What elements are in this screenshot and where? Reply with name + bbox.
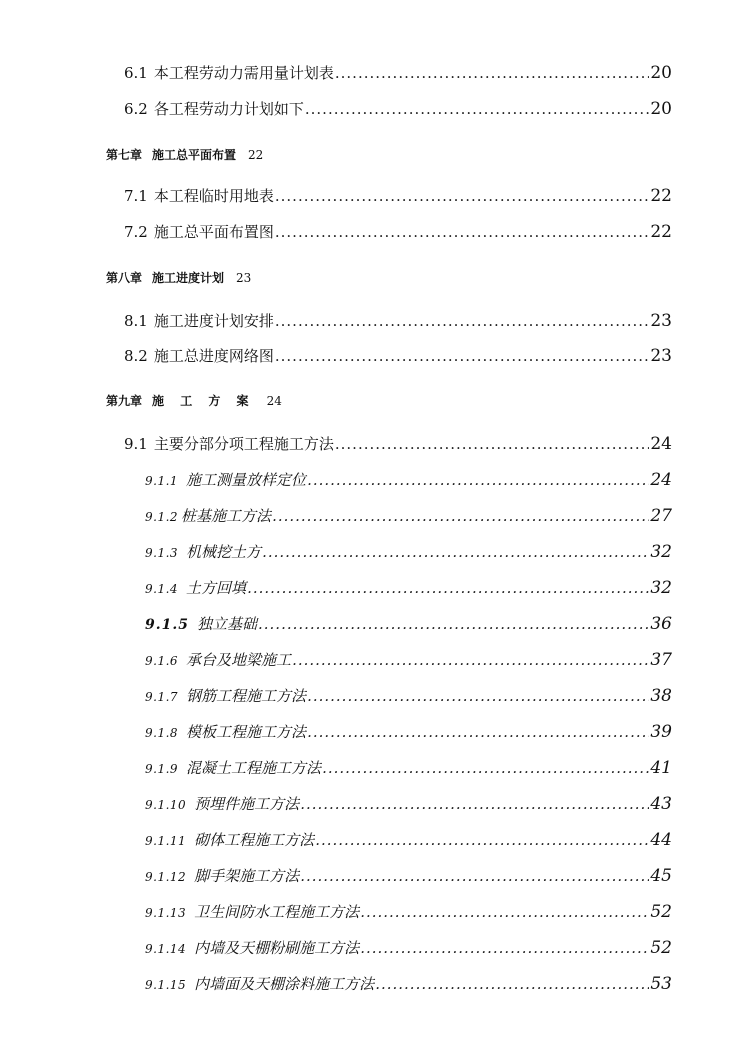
chapter-number: 第八章 bbox=[106, 271, 143, 285]
toc-entry-page: 22 bbox=[650, 222, 672, 242]
toc-entry-page: 39 bbox=[650, 722, 672, 742]
dot-leader bbox=[307, 723, 649, 741]
toc-entry-title: 施工总平面布置图 bbox=[153, 223, 274, 241]
toc-entry-page: 24 bbox=[650, 434, 672, 454]
dot-leader bbox=[275, 312, 649, 330]
toc-entry-page: 36 bbox=[650, 614, 672, 634]
toc-entry-9-1-6[interactable] bbox=[145, 649, 672, 670]
chapter-title: 施 工 方 案 bbox=[152, 394, 255, 408]
toc-entry-title: 土方回填 bbox=[186, 579, 247, 597]
toc-entry-page: 52 bbox=[650, 938, 672, 958]
toc-entry-page: 44 bbox=[650, 830, 672, 850]
toc-entry-title: 脚手架施工方法 bbox=[194, 867, 300, 885]
dot-leader bbox=[307, 471, 649, 489]
toc-entry-page: 23 bbox=[650, 311, 672, 331]
chapter-page: 24 bbox=[266, 394, 282, 408]
toc-entry-number: 6.2 bbox=[124, 100, 148, 118]
toc-entry-number: 9.1.12 bbox=[145, 870, 187, 884]
toc-entry-title: 卫生间防水工程施工方法 bbox=[194, 903, 360, 921]
toc-entry-page: 37 bbox=[650, 650, 672, 670]
toc-entry-number: 9.1.10 bbox=[145, 798, 187, 812]
chapter-number: 第七章 bbox=[106, 148, 143, 162]
toc-entry-page: 53 bbox=[650, 974, 672, 994]
toc-chapter-7[interactable] bbox=[106, 146, 263, 163]
chapter-title: 施工进度计划 bbox=[152, 271, 225, 285]
toc-entry-number: 7.1 bbox=[124, 187, 148, 205]
toc-entry-title: 本工程劳动力需用量计划表 bbox=[153, 64, 334, 82]
toc-entry-page: 45 bbox=[650, 866, 672, 886]
dot-leader bbox=[292, 651, 649, 669]
toc-entry-title: 桩基施工方法 bbox=[181, 507, 272, 525]
dot-leader bbox=[262, 543, 649, 561]
toc-entry-title: 承台及地梁施工 bbox=[186, 651, 292, 669]
toc-entry-page: 52 bbox=[650, 902, 672, 922]
toc-entry-9-1-14[interactable] bbox=[145, 937, 672, 958]
toc-entry-9-1-11[interactable] bbox=[145, 829, 672, 850]
toc-entry-title: 各工程劳动力计划如下 bbox=[153, 100, 304, 118]
dot-leader bbox=[275, 223, 649, 241]
dot-leader bbox=[305, 100, 649, 118]
toc-entry-9-1-4[interactable] bbox=[145, 577, 672, 598]
toc-chapter-9[interactable] bbox=[106, 392, 282, 409]
toc-entry-number: 9.1.14 bbox=[145, 942, 187, 956]
dot-leader bbox=[322, 759, 649, 777]
toc-entry-title: 机械挖土方 bbox=[186, 543, 262, 561]
toc-entry-number: 9.1.4 bbox=[145, 582, 179, 596]
toc-entry-page: 32 bbox=[650, 542, 672, 562]
toc-entry-title: 混凝土工程施工方法 bbox=[186, 759, 322, 777]
toc-entry-page: 32 bbox=[650, 578, 672, 598]
toc-entry-title: 主要分部分项工程施工方法 bbox=[153, 435, 334, 453]
toc-entry-title: 内墙及天棚粉刷施工方法 bbox=[194, 939, 360, 957]
toc-entry-8-1[interactable] bbox=[124, 310, 672, 331]
toc-entry-9-1-9[interactable] bbox=[145, 757, 672, 778]
toc-entry-page: 20 bbox=[650, 99, 672, 119]
toc-entry-6-2[interactable] bbox=[124, 98, 672, 119]
toc-entry-number: 9.1.13 bbox=[145, 906, 187, 920]
toc-entry-title: 本工程临时用地表 bbox=[153, 187, 274, 205]
toc-entry-number: 9.1.15 bbox=[145, 978, 187, 992]
dot-leader bbox=[275, 347, 649, 365]
toc-entry-number: 9.1.7 bbox=[145, 690, 179, 704]
toc-entry-title: 预埋件施工方法 bbox=[194, 795, 300, 813]
chapter-number: 第九章 bbox=[106, 394, 143, 408]
toc-entry-page: 43 bbox=[650, 794, 672, 814]
chapter-page: 23 bbox=[236, 271, 252, 285]
dot-leader bbox=[360, 903, 649, 921]
toc-entry-title: 施工总进度网络图 bbox=[153, 347, 274, 365]
toc-entry-9-1-3[interactable] bbox=[145, 541, 672, 562]
toc-entry-page: 24 bbox=[650, 470, 672, 490]
toc-entry-title: 施工测量放样定位 bbox=[186, 471, 307, 489]
dot-leader bbox=[335, 64, 649, 82]
toc-entry-8-2[interactable] bbox=[124, 345, 672, 366]
toc-entry-number: 9.1.9 bbox=[145, 762, 179, 776]
toc-entry-9-1-12[interactable] bbox=[145, 865, 672, 886]
toc-entry-number: 9.1 bbox=[124, 435, 148, 453]
toc-entry-title: 独立基础 bbox=[196, 615, 257, 633]
toc-entry-number: 9.1.6 bbox=[145, 654, 179, 668]
toc-entry-number: 6.1 bbox=[124, 64, 148, 82]
toc-entry-page: 27 bbox=[650, 506, 672, 526]
dot-leader bbox=[360, 939, 649, 957]
dot-leader bbox=[375, 975, 649, 993]
toc-entry-title: 模板工程施工方法 bbox=[186, 723, 307, 741]
toc-entry-9-1-15[interactable] bbox=[145, 973, 672, 994]
chapter-title: 施工总平面布置 bbox=[152, 148, 237, 162]
toc-entry-7-2[interactable] bbox=[124, 221, 672, 242]
dot-leader bbox=[300, 867, 649, 885]
toc-entry-number: 7.2 bbox=[124, 223, 148, 241]
toc-entry-6-1[interactable] bbox=[124, 62, 672, 83]
dot-leader bbox=[272, 507, 649, 525]
toc-entry-9-1-1[interactable] bbox=[145, 469, 672, 490]
toc-entry-number: 8.1 bbox=[124, 312, 148, 330]
toc-entry-9-1[interactable] bbox=[124, 433, 672, 454]
toc-entry-title: 内墙面及天棚涂料施工方法 bbox=[194, 975, 375, 993]
toc-entry-number: 9.1.1 bbox=[145, 474, 179, 488]
toc-entry-9-1-7[interactable] bbox=[145, 685, 672, 706]
toc-entry-page: 22 bbox=[650, 186, 672, 206]
dot-leader bbox=[275, 187, 649, 205]
dot-leader bbox=[258, 615, 649, 633]
toc-entry-page: 20 bbox=[650, 63, 672, 83]
toc-entry-number: 9.1.5 bbox=[145, 617, 189, 633]
toc-entry-9-1-10[interactable] bbox=[145, 793, 672, 814]
dot-leader bbox=[247, 579, 649, 597]
toc-entry-title: 施工进度计划安排 bbox=[153, 312, 274, 330]
toc-entry-page: 41 bbox=[650, 758, 672, 778]
toc-chapter-8[interactable] bbox=[106, 269, 251, 286]
toc-entry-9-1-8[interactable] bbox=[145, 721, 672, 742]
toc-entry-number: 9.1.8 bbox=[145, 726, 179, 740]
toc-entry-title: 钢筋工程施工方法 bbox=[186, 687, 307, 705]
toc-entry-9-1-2[interactable] bbox=[145, 505, 672, 526]
toc-entry-number: 9.1.3 bbox=[145, 546, 179, 560]
toc-entry-number: 9.1.11 bbox=[145, 834, 187, 848]
dot-leader bbox=[300, 795, 649, 813]
toc-entry-page: 23 bbox=[650, 346, 672, 366]
toc-entry-page: 38 bbox=[650, 686, 672, 706]
dot-leader bbox=[335, 435, 649, 453]
toc-entry-number: 9.1.2 bbox=[145, 510, 179, 524]
dot-leader bbox=[307, 687, 649, 705]
chapter-page: 22 bbox=[248, 148, 264, 162]
toc-entry-title: 砌体工程施工方法 bbox=[194, 831, 315, 849]
toc-entry-7-1[interactable] bbox=[124, 185, 672, 206]
toc-entry-9-1-5[interactable] bbox=[145, 613, 672, 634]
dot-leader bbox=[315, 831, 649, 849]
toc-entry-9-1-13[interactable] bbox=[145, 901, 672, 922]
toc-entry-number: 8.2 bbox=[124, 347, 148, 365]
